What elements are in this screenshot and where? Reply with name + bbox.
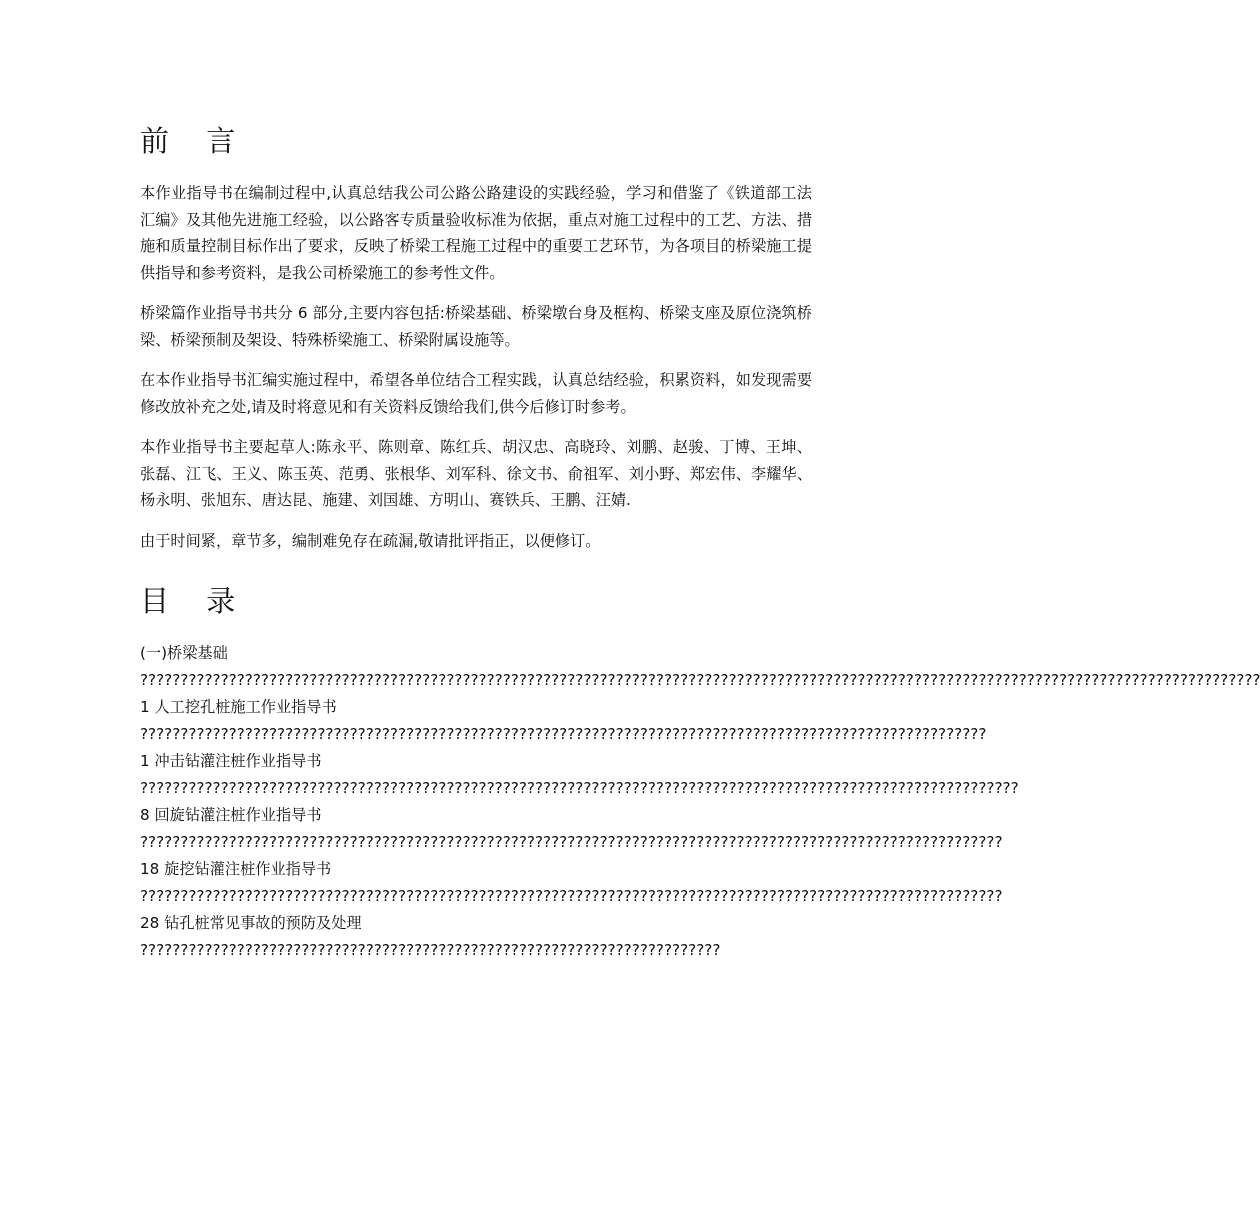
preface-paragraph-3: 在本作业指导书汇编实施过程中，希望各单位结合工程实践，认真总结经验，积累资料，如发现需要修改放补充之处,请及时将意见和有关资料反馈给我们,供今后修订时参考。: [140, 371, 812, 416]
preface-paragraph-2: 桥梁篇作业指导书共分 6 部分,主要内容包括:桥梁基础、桥梁墩台身及框构、桥梁支座及原位浇筑桥梁、桥梁预制及架设、特殊桥梁施工、桥梁附属设施等。: [140, 304, 812, 349]
toc-title: 目 录: [140, 584, 250, 618]
toc-text: (一)桥梁基础 ??????????????????????????????????????????????????????????????????????????????????????????????????????????????????????????????????????????? 1 人工挖孔桩施工作业指导书 ????????????????????????????????????????????????????????????????????????????????????????????????????????? 1 冲击钻灌注桩作业指导书 ????????????????????????????????????????????????????????????????????????????????????????????????????????????? 8 回旋钻灌注桩作业指导书 ??????????????????????????????????????????????????????????????????????????????????????????????????????????? 18 旋挖钻灌注桩作业指导书 ??????????????????????????????????????????????????????????????????????????????????????????????????????????? 28 钻孔桩常见事故的预防及处理 ????????????????????????????????????????????????????????????????????????: [140, 644, 1260, 959]
document-page: [140, 118, 1260, 964]
preface-paragraph-5: 由于时间紧，章节多，编制难免存在疏漏,敬请批评指正，以便修订。: [140, 531, 601, 550]
preface-paragraph-4: 本作业指导书主要起草人:陈永平、陈则章、陈红兵、胡汉忠、高晓玲、刘鹏、赵骏、丁博、王坤、张磊、江飞、王义、陈玉英、范勇、张根华、刘军科、徐文书、俞祖军、刘小野、郑宏伟、李耀华、杨永明、张旭东、唐达昆、施建、刘国雄、方明山、赛铁兵、王鹏、汪婧.: [140, 438, 812, 509]
preface-title: 前 言: [140, 124, 250, 158]
preface-paragraph-1: 本作业指导书在编制过程中,认真总结我公司公路公路建设的实践经验，学习和借鉴了《铁道部工法汇编》及其他先进施工经验，以公路客专质量验收标准为依据，重点对施工过程中的工艺、方法、措施和质量控制目标作出了要求，反映了桥梁工程施工过程中的重要工艺环节，为各项目的桥梁施工提供指导和参考资料，是我公司桥梁施工的参考性文件。: [140, 184, 812, 282]
table-of-contents: [140, 640, 1260, 964]
